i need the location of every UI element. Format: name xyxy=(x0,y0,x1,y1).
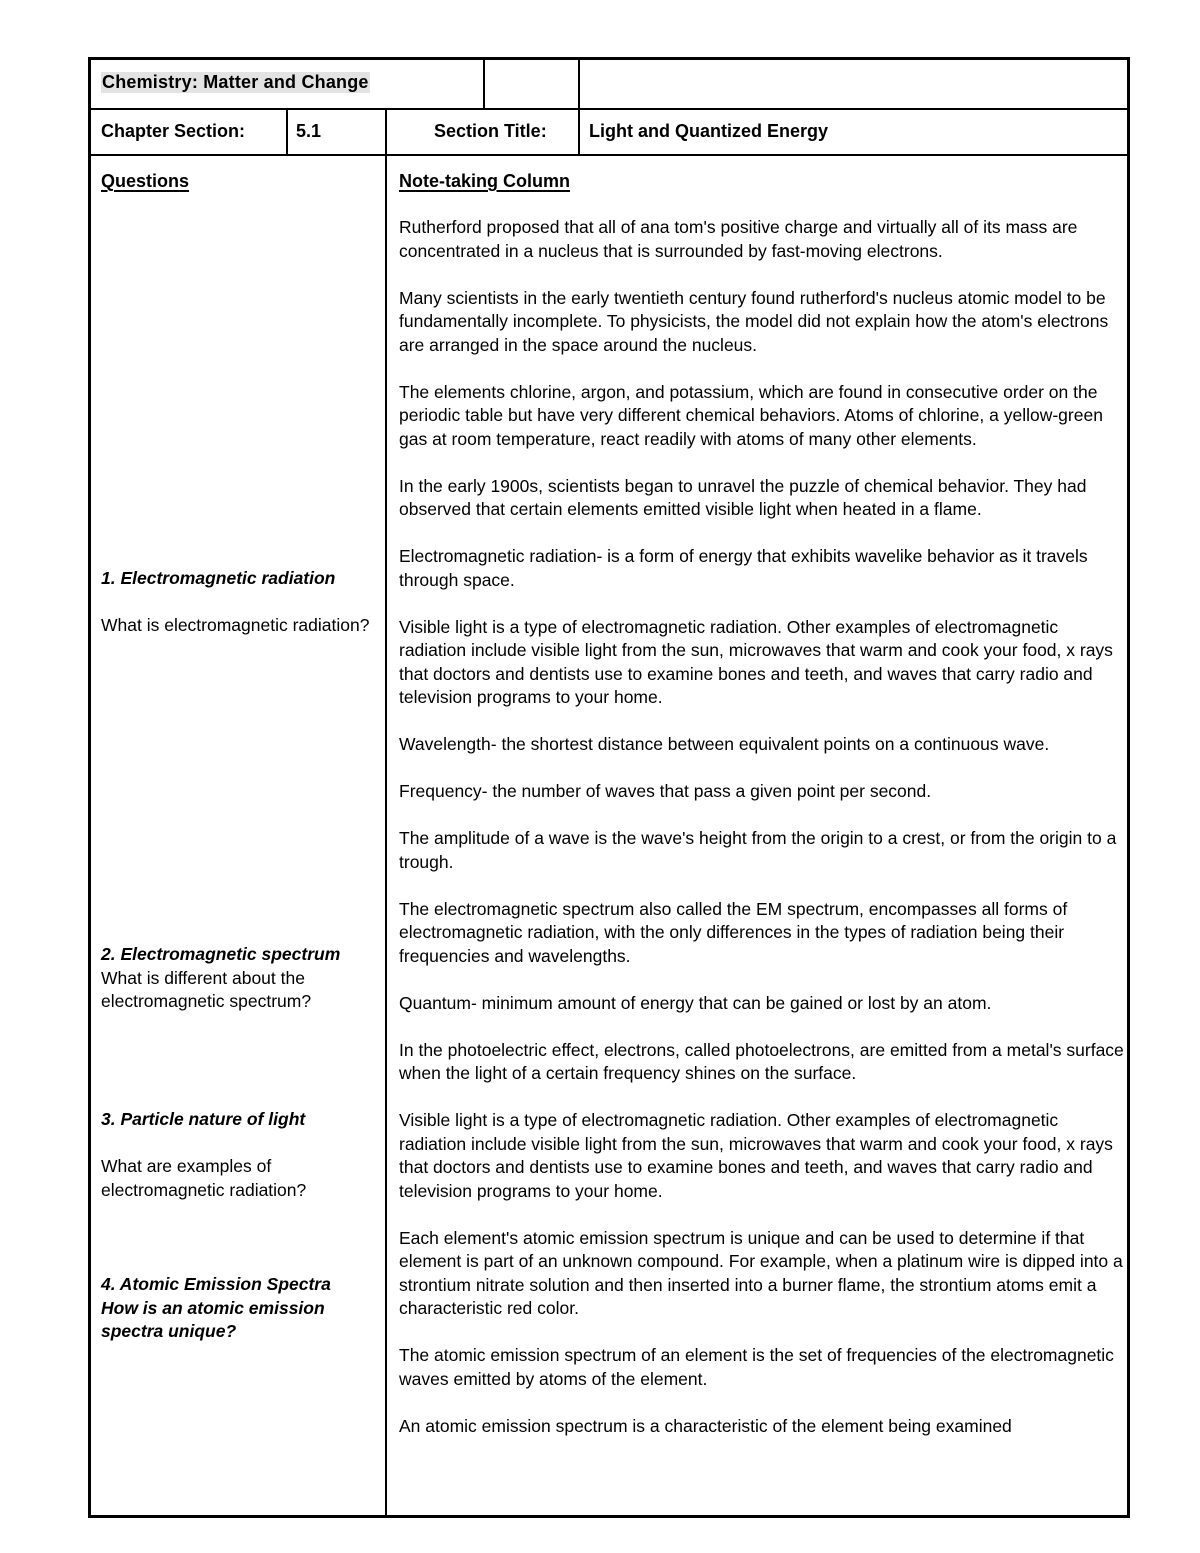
note-paragraph: Frequency- the number of waves that pass a given point per second. xyxy=(399,781,932,801)
section-title-label: Section Title: xyxy=(434,121,547,141)
row2-divider-c xyxy=(578,109,580,155)
question-2-text: What is different about the electromagnetic spectrum? xyxy=(101,967,312,1011)
question-4 xyxy=(101,1273,386,1344)
question-3-title: 3. Particle nature of light xyxy=(101,1109,306,1129)
chapter-section-value: 5.1 xyxy=(296,121,322,141)
note-paragraph: Wavelength- the shortest distance between equivalent points on a continuous wave. xyxy=(399,734,1050,754)
row1-divider-a xyxy=(483,60,485,108)
question-2 xyxy=(101,943,386,1014)
note-paragraph: In the photoelectric effect, electrons, called photoelectrons, are emitted from a metal's surface when the light of a certain frequency shines on the surface. xyxy=(399,1039,1124,1083)
cornell-notes-sheet xyxy=(88,57,1130,1518)
header-row-divider-1 xyxy=(91,108,1127,110)
question-3-text: What are examples of electromagnetic radiation? xyxy=(101,1156,307,1200)
question-4-title: 4. Atomic Emission Spectra How is an atomic emission spectra unique? xyxy=(101,1274,331,1341)
notes-column xyxy=(399,216,1127,1438)
row2-divider-a xyxy=(286,109,288,155)
row1-divider-b xyxy=(578,60,580,108)
section-title-value: Light and Quantized Energy xyxy=(589,121,829,141)
question-2-title: 2. Electromagnetic spectrum xyxy=(101,944,341,964)
notes-heading: Note-taking Column xyxy=(399,171,570,191)
note-paragraph: Visible light is a type of electromagnetic radiation. Other examples of electromagnetic radiation include visible light from the sun, microwaves that warm and cook your food, x rays that doctors and dentists use to examine bones and teeth, and waves that carry radio and television programs to your home. xyxy=(399,1110,1113,1201)
header-row-divider-2 xyxy=(91,154,1127,156)
question-1 xyxy=(101,567,386,638)
course-title: Chemistry: Matter and Change xyxy=(102,72,369,92)
note-paragraph: Quantum- minimum amount of energy that can be gained or lost by an atom. xyxy=(399,992,992,1013)
question-3 xyxy=(101,1108,386,1202)
note-paragraph: The elements chlorine, argon, and potassium, which are found in consecutive order on the periodic table but have very different chemical behaviors. Atoms of chlorine, a yellow-green gas at room temperature, react readily with atoms of many other elements. xyxy=(399,381,1103,449)
note-paragraph: Rutherford proposed that all of ana tom's positive charge and virtually all of its mass are concentrated in a nucleus that is surrounded by fast-moving electrons. xyxy=(399,217,1078,261)
questions-heading: Questions xyxy=(101,171,190,191)
question-1-title: 1. Electromagnetic radiation xyxy=(101,568,336,588)
note-paragraph: Electromagnetic radiation- is a form of energy that exhibits wavelike behavior as it travels through space. xyxy=(399,546,1088,590)
note-paragraph: The atomic emission spectrum of an element is the set of frequencies of the electromagnetic waves emitted by atoms of the element. xyxy=(399,1345,1114,1389)
note-paragraph: The electromagnetic spectrum also called the EM spectrum, encompasses all forms of electromagnetic radiation, with the only differences in the types of radiation being their frequencies and wavelengths. xyxy=(399,898,1068,966)
note-paragraph: An atomic emission spectrum is a characteristic of the element being examined xyxy=(399,1415,1012,1436)
note-paragraph: Visible light is a type of electromagnetic radiation. Other examples of electromagnetic radiation include visible light from the sun, microwaves that warm and cook your food, x rays that doctors and dentists use to examine bones and teeth, and waves that carry radio and television programs to your home. xyxy=(399,616,1113,707)
note-paragraph: Many scientists in the early twentieth century found rutherford's nucleus atomic model to be fundamentally incomplete. To physicists, the model did not explain how the atom's electrons are arranged in the space around the nucleus. xyxy=(399,287,1109,355)
note-paragraph: Each element's atomic emission spectrum is unique and can be used to determine if that element is part of an unknown compound. For example, when a platinum wire is dipped into a strontium nitrate solution and then inserted into a burner flame, the strontium atoms emit a characteristic red color. xyxy=(399,1227,1123,1318)
note-paragraph: In the early 1900s, scientists began to unravel the puzzle of chemical behavior. They had observed that certain elements emitted visible light when heated in a flame. xyxy=(399,475,1087,519)
question-1-text: What is electromagnetic radiation? xyxy=(101,615,370,635)
chapter-section-label: Chapter Section: xyxy=(101,121,246,141)
note-paragraph: The amplitude of a wave is the wave's height from the origin to a crest, or from the origin to a trough. xyxy=(399,828,1117,872)
